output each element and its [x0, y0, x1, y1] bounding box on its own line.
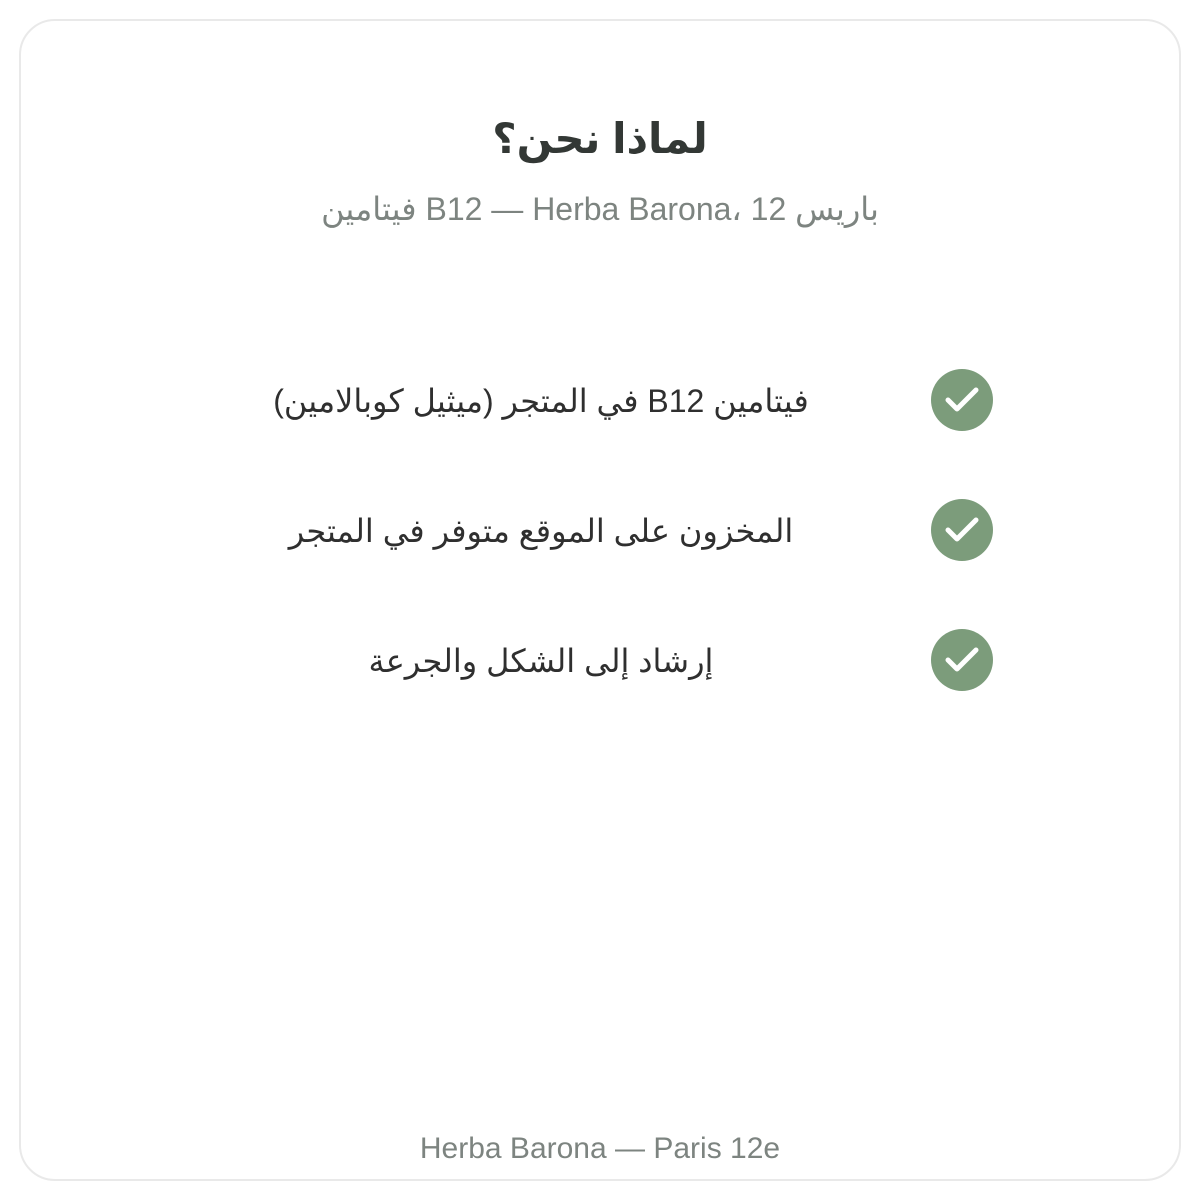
- info-card: [19, 19, 1181, 1181]
- check-icon: [931, 629, 993, 691]
- check-icon: [931, 369, 993, 431]
- page-title: لماذا نحن؟: [492, 115, 708, 162]
- feature-item: [21, 369, 1183, 433]
- feature-label: إرشاد إلى الشكل والجرعة: [368, 643, 714, 679]
- footer-text: Herba Barona — Paris 12e: [419, 1132, 781, 1165]
- feature-label: فيتامين B12 في المتجر (ميثيل كوبالامين): [273, 383, 809, 419]
- feature-list: [21, 21, 1179, 1179]
- check-icon: [931, 499, 993, 561]
- feature-label: المخزون على الموقع متوفر في المتجر: [288, 513, 794, 549]
- feature-item: [21, 629, 1183, 693]
- feature-item: [21, 499, 1183, 563]
- page-subtitle: فيتامين B12 — Herba Barona، باريس 12: [321, 191, 879, 227]
